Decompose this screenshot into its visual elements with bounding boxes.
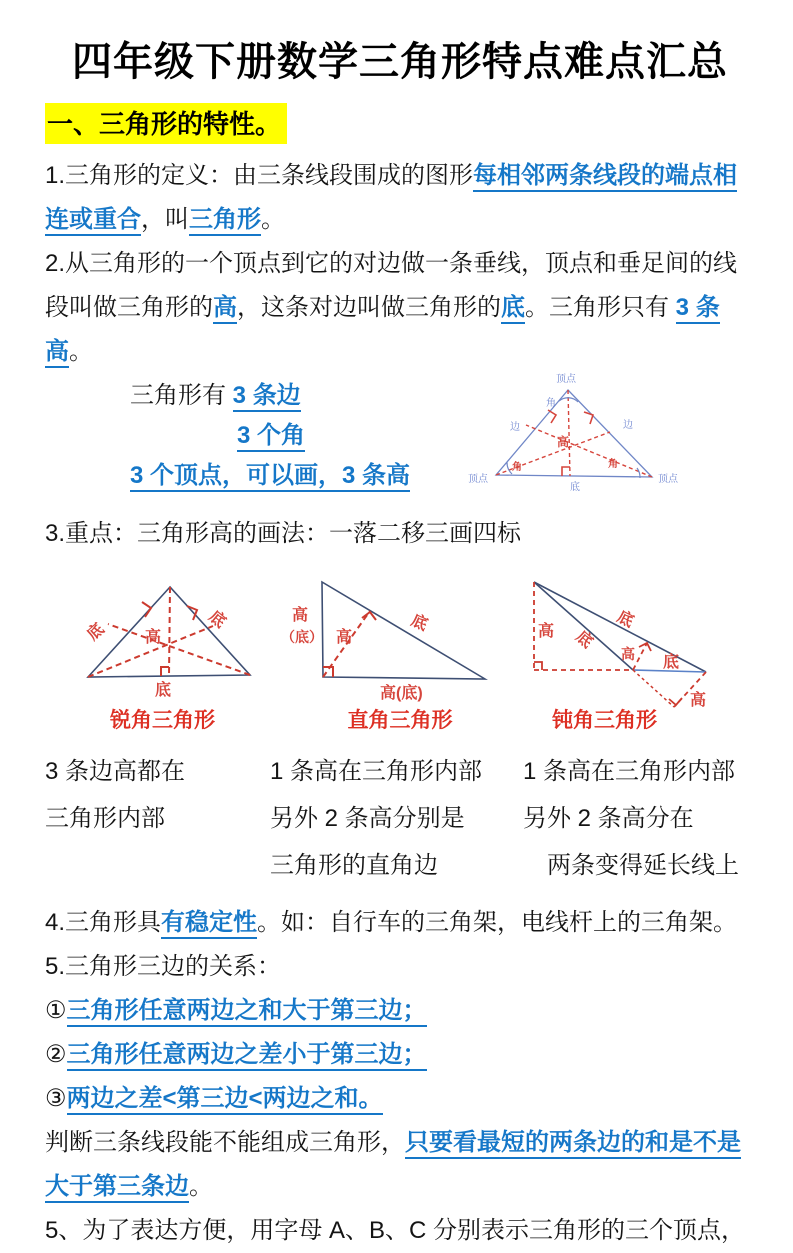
right-angle-mark bbox=[639, 643, 651, 651]
angle-label: 角 bbox=[608, 459, 618, 470]
base-label: 底 bbox=[155, 682, 172, 699]
triangle-types-diagrams bbox=[45, 574, 755, 734]
height-notes-columns bbox=[45, 748, 755, 889]
base-label: 底 bbox=[408, 612, 430, 635]
height-label: 高 bbox=[621, 646, 635, 662]
text-run: 。 bbox=[69, 338, 93, 365]
side-label: 边 bbox=[623, 420, 633, 431]
key-phrase: 只要看最短的两条边的和是不是大于第三条边 bbox=[45, 1129, 741, 1203]
obtuse-triangle-figure bbox=[520, 574, 793, 734]
vertex-label: 顶点 bbox=[468, 474, 488, 485]
note-line: 另外 2 条高分在 bbox=[523, 805, 694, 832]
angle-label: 角 bbox=[512, 462, 522, 473]
relation-item bbox=[45, 989, 755, 1033]
right-angle-mark bbox=[161, 667, 169, 676]
page-title: 四年级下册数学三角形特点难点汇总 bbox=[72, 40, 728, 84]
right-triangle-figure bbox=[280, 574, 520, 734]
height-label: 高 bbox=[145, 629, 162, 646]
acute-triangle-svg bbox=[45, 574, 280, 702]
base-label: 底 bbox=[663, 654, 680, 671]
item-number: ③ bbox=[45, 1085, 67, 1112]
right-angle-mark bbox=[142, 602, 151, 617]
text-run: 三角形有 bbox=[130, 382, 233, 409]
text-run: 2.从三角形的一个顶点到它的对边做一条垂线，顶点和垂足间的线段叫做三角形的 bbox=[45, 250, 738, 321]
note-line: 1 条高在三角形内部 bbox=[523, 758, 736, 785]
judge-paragraph bbox=[45, 1121, 755, 1209]
note-line: 3 条边高都在 bbox=[45, 758, 186, 785]
base-label: 底 bbox=[570, 482, 580, 493]
obtuse-triangle-svg bbox=[520, 574, 793, 712]
base-label: 底 bbox=[572, 628, 596, 652]
annotated-triangle-diagram bbox=[460, 370, 705, 500]
right-angle-mark bbox=[584, 412, 593, 424]
note-line: 三角形内部 bbox=[45, 805, 165, 832]
key-phrase: 底 bbox=[501, 294, 525, 324]
key-phrase: 有稳定性 bbox=[161, 909, 257, 939]
side-label: 边 bbox=[510, 422, 520, 433]
text-run: ，叫 bbox=[141, 206, 189, 233]
text-run: 。三角形只有 bbox=[525, 294, 676, 321]
base-label: 底 bbox=[84, 620, 108, 644]
right-angle-mark bbox=[562, 467, 570, 476]
section-heading: 一、三角形的特性。 bbox=[45, 103, 287, 144]
item-number: ① bbox=[45, 997, 67, 1024]
figure-caption: 锐角三角形 bbox=[110, 709, 215, 732]
relation-item bbox=[45, 1033, 755, 1077]
key-phrase: 三角形任意两边之和大于第三边； bbox=[67, 997, 427, 1027]
item-number: ② bbox=[45, 1041, 67, 1068]
text-run: 判断三条线段能不能组成三角形， bbox=[45, 1129, 405, 1156]
note-line: 另外 2 条高分别是 bbox=[270, 805, 465, 832]
side-relation-items bbox=[45, 989, 755, 1121]
relation-item bbox=[45, 1077, 755, 1121]
base-label: 高(底) bbox=[380, 685, 423, 702]
height-label: 高 bbox=[690, 692, 707, 709]
base-label: 底 bbox=[614, 608, 637, 631]
key-phrase: 3 个角 bbox=[237, 422, 305, 452]
angle-label: 角 bbox=[546, 398, 556, 409]
key-phrase: 高 bbox=[213, 294, 237, 324]
note-line: 两条变得延长线上 bbox=[523, 852, 739, 879]
height-label: 高 bbox=[292, 607, 309, 624]
key-phrase: 两边之差<第三边<两边之和。 bbox=[67, 1085, 383, 1115]
text-run: 4.三角形具 bbox=[45, 909, 162, 936]
text-run: 。 bbox=[189, 1173, 213, 1200]
text-run: 。 bbox=[261, 206, 285, 233]
acute-triangle-figure bbox=[45, 574, 280, 734]
note-line: 1 条高在三角形内部 bbox=[270, 758, 483, 785]
text-run: ，这条对边叫做三角形的 bbox=[237, 294, 501, 321]
key-phrase: 3 条边 bbox=[233, 382, 301, 412]
figure-caption: 钝角三角形 bbox=[552, 709, 657, 732]
altitude-line bbox=[568, 390, 570, 476]
base-label: 底 bbox=[205, 608, 229, 632]
height-label: 高 bbox=[538, 623, 555, 640]
note-line: 三角形的直角边 bbox=[270, 852, 438, 879]
text-run: 1.三角形的定义：由三条线段围成的图形 bbox=[45, 162, 474, 189]
altitude-line bbox=[169, 587, 170, 676]
triangle-facts-block bbox=[45, 376, 755, 506]
key-phrase: 每相邻两条线段的端点相连或重合 bbox=[45, 162, 737, 236]
base-label: （底） bbox=[281, 629, 323, 645]
side-relation-heading: 5.三角形三边的关系： bbox=[45, 953, 282, 980]
drawing-method-paragraph: 3.重点：三角形高的画法：一落二移三画四标 bbox=[45, 520, 522, 547]
obtuse-note-column bbox=[523, 748, 755, 889]
key-phrase: 三角形 bbox=[189, 206, 261, 236]
altitude-line bbox=[526, 425, 652, 477]
stability-paragraph bbox=[45, 901, 755, 945]
key-phrase: 3 个顶点，可以画，3 条高 bbox=[130, 462, 410, 492]
definition-paragraph bbox=[45, 154, 755, 242]
vertex-letters-paragraph: 5、为了表达方便，用字母 A、B、C 分别表示三角形的三个顶点， bbox=[45, 1217, 746, 1244]
height-definition-paragraph bbox=[45, 242, 755, 374]
right-angle-mark bbox=[534, 662, 542, 670]
vertex-label: 顶点 bbox=[658, 474, 678, 485]
figure-caption: 直角三角形 bbox=[347, 709, 453, 732]
right-triangle-svg bbox=[280, 574, 520, 702]
height-label: 高 bbox=[557, 435, 570, 449]
right-note-column bbox=[270, 748, 523, 889]
section-heading-row bbox=[45, 103, 755, 144]
key-phrase: 三角形任意两边之差小于第三边； bbox=[67, 1041, 427, 1071]
extension-line bbox=[633, 670, 674, 707]
vertex-label: 顶点 bbox=[556, 374, 576, 385]
text-run: 。如：自行车的三角架，电线杆上的三角架。 bbox=[257, 909, 738, 936]
height-label: 高 bbox=[336, 629, 353, 646]
acute-note-column bbox=[45, 748, 270, 889]
key-phrase: 3 条高 bbox=[45, 294, 720, 368]
